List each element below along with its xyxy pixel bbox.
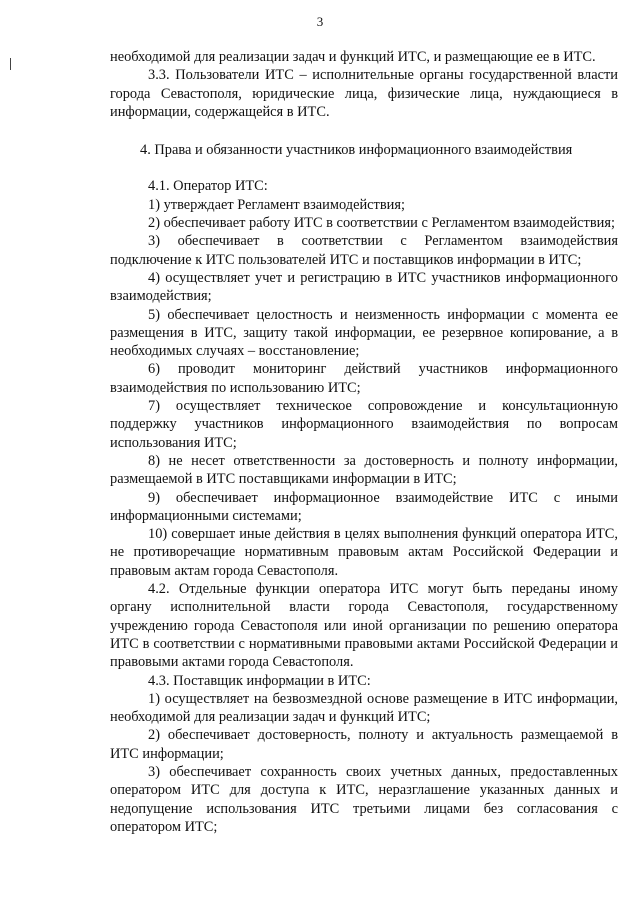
list-item: 6) проводит мониторинг действий участников информационного взаимодействия по использованию ИТС; (110, 361, 618, 396)
section-heading-4: 4. Права и обязанности участников информационного взаимодействия (140, 142, 573, 159)
list-item: 2) обеспечивает работу ИТС в соответствии с Регламентом взаимодействия; (148, 215, 615, 232)
scan-margin-mark (10, 58, 11, 70)
list-item: 7) осуществляет техническое сопровождение и консультационную поддержку участников информационного взаимодействия по вопросам использования ИТС; (110, 398, 618, 451)
paragraph-3-3: 3.3. Пользователи ИТС – исполнительные органы государственной власти города Севастополя, юридические лица, физические лица, нуждающиеся в информации, содержащейся в ИТС. (110, 67, 618, 120)
list-item: 5) обеспечивает целостность и неизменность информации с момента ее размещения в ИТС, защиту такой информации, ее резервное копирование, а в необходимых случаях – восстановление; (110, 306, 618, 360)
list-item: 10) совершает иные действия в целях выполнения функций оператора ИТС, не противоречащие нормативным правовым актам Российской Федерации и правовым актам города Севастополя. (110, 526, 618, 579)
list-item: 8) не несет ответственности за достоверность и полноту информации, размещаемой в ИТС поставщиками информации в ИТС; (110, 452, 618, 488)
paragraph-continuation: необходимой для реализации задач и функций ИТС, и размещающие ее в ИТС. (110, 49, 596, 65)
paragraph-4-2: 4.2. Отдельные функции оператора ИТС могут быть переданы иному органу исполнительной власти города Севастополя, государственному учреждению города Севастополя или иной организации по решению оператора ИТС в соответствии с нормативными правовыми актами Российской Федерации и правовыми актами города Севастополя. (110, 581, 618, 671)
subsection-4-3-title: 4.3. Поставщик информации в ИТС: (148, 672, 371, 689)
list-item: 1) утверждает Регламент взаимодействия; (148, 196, 405, 213)
list-item: 3) обеспечивает в соответствии с Регламентом взаимодействия подключение к ИТС пользователей ИТС и поставщиков информации в ИТС; (110, 233, 618, 268)
page-number: 3 (316, 14, 324, 29)
list-item: 3) обеспечивает сохранность своих учетных данных, предоставленных оператором ИТС для доступа к ИТС, неразглашение указанных данных и недопущение использования ИТС третьими лицами без согласования с оператором ИТС; (110, 763, 618, 835)
document-body (110, 48, 618, 836)
list-item: 4) осуществляет учет и регистрацию в ИТС участников информационного взаимодействия; (110, 269, 618, 305)
list-item: 2) обеспечивает достоверность, полноту и актуальность размещаемой в ИТС информации; (110, 727, 618, 762)
list-item: 9) обеспечивает информационное взаимодействие ИТС с иными информационными системами; (110, 489, 618, 524)
list-item: 1) осуществляет на безвозмездной основе размещение в ИТС информации, необходимой для реализации задач и функций ИТС; (110, 690, 618, 726)
subsection-4-1-title: 4.1. Оператор ИТС: (148, 178, 268, 195)
